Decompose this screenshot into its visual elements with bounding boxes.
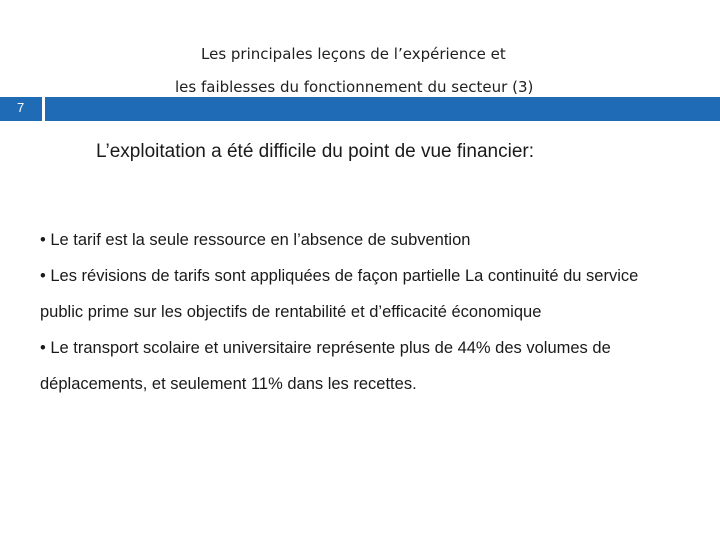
bullet-line-continuation: déplacements, et seulement 11% dans les recettes.: [40, 375, 417, 393]
slide-subtitle: L’exploitation a été difficile du point de vue financier:: [96, 141, 535, 162]
header-accent-bar: [45, 97, 720, 121]
bullet-line: • Les révisions de tarifs sont appliquées de façon partielle La continuité du service: [40, 267, 639, 285]
bullet-line: • Le transport scolaire et universitaire représente plus de 44% des volumes de: [40, 339, 611, 357]
slide-title-line-2: les faiblesses du fonctionnement du secteur (3): [175, 78, 534, 96]
slide-number: 7: [17, 100, 25, 115]
bullet-list: [40, 222, 690, 402]
bullet-line-continuation: public prime sur les objectifs de rentabilité et d’efficacité économique: [40, 303, 542, 321]
slide-title-line-1: Les principales leçons de l’expérience et: [201, 45, 506, 63]
bullet-line: • Le tarif est la seule ressource en l’absence de subvention: [40, 231, 471, 249]
